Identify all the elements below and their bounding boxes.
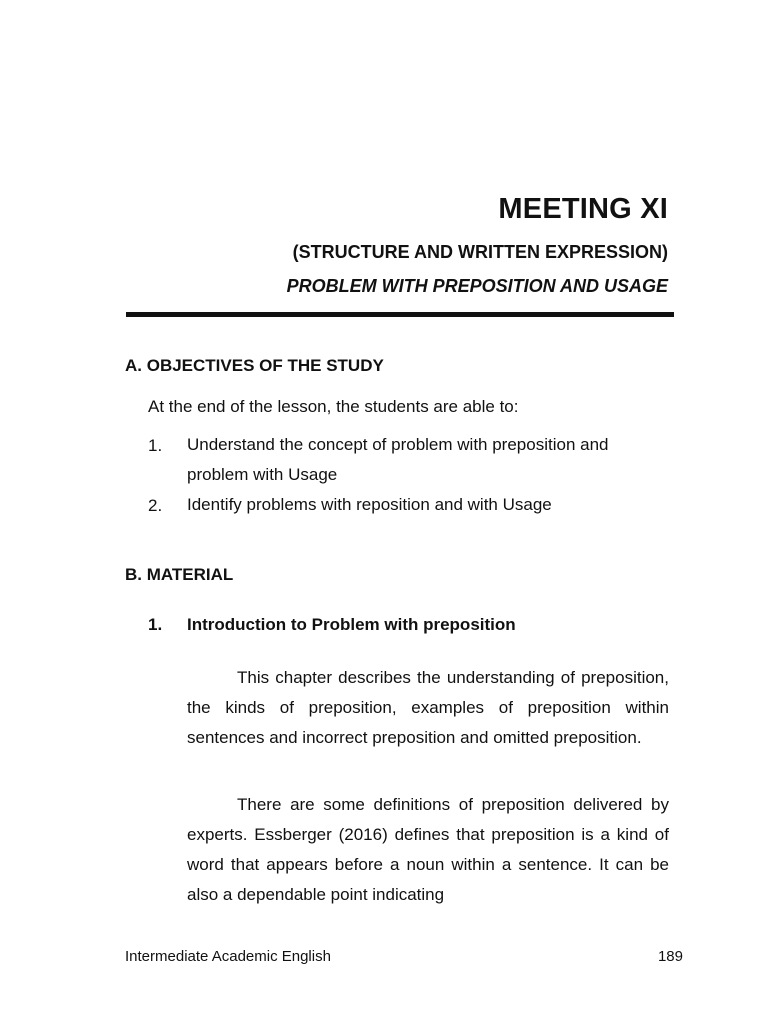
body-paragraph: This chapter describes the understanding of preposition, the kinds of preposition, examples of preposition within sentences and incorrect preposition and omitted preposition. — [187, 668, 669, 747]
page-topic: PROBLEM WITH PREPOSITION AND USAGE — [286, 276, 668, 296]
section-b-heading: B. MATERIAL — [125, 565, 234, 584]
footer-page-number: 189 — [657, 948, 683, 965]
body-paragraph: There are some definitions of preposition delivered by experts. Essberger (2016) defines that preposition is a kind of word that appears before a noun within a sentence. It can be also a dependable point indicating — [187, 795, 669, 904]
subsection-number: 1. — [148, 615, 163, 634]
list-item-text: Understand the concept of problem with preposition and problem with Usage — [187, 435, 609, 484]
subsection-title: Introduction to Problem with preposition — [187, 615, 516, 634]
page-subtitle: (STRUCTURE AND WRITTEN EXPRESSION) — [292, 242, 668, 262]
section-a-heading: A. OBJECTIVES OF THE STUDY — [125, 356, 384, 375]
objectives-intro: At the end of the lesson, the students are able to: — [148, 397, 519, 416]
title-divider — [126, 312, 674, 317]
footer-book-title: Intermediate Academic English — [125, 948, 331, 965]
list-item-text: Identify problems with reposition and with Usage — [187, 495, 552, 514]
page-title: MEETING XI — [498, 193, 668, 225]
list-item-number: 2. — [148, 496, 163, 515]
list-item-number: 1. — [148, 436, 163, 455]
